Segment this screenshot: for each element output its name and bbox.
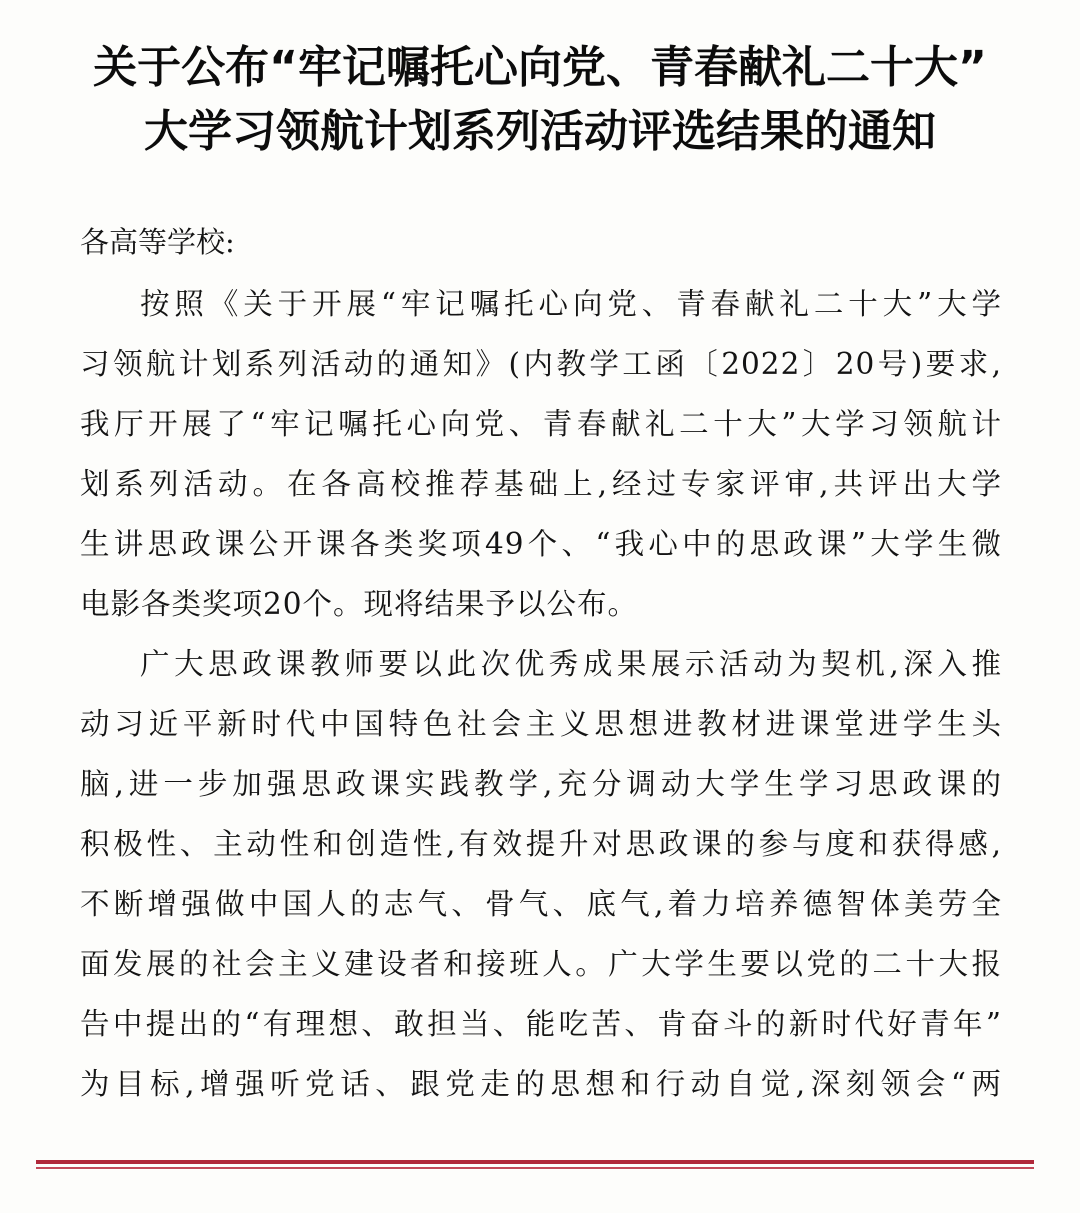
- salutation: 各高等学校:: [80, 225, 235, 259]
- paragraph-1-line-3: 我厅开展了“牢记嘱托心向党、青春献礼二十大”大学习领航计: [80, 407, 1002, 441]
- paragraph-2-line-1: 广大思政课教师要以此次优秀成果展示活动为契机,深入推: [140, 647, 1002, 681]
- paragraph-2-line-4: 积极性、主动性和创造性,有效提升对思政课的参与度和获得感,: [80, 827, 1002, 861]
- footer-rule-thick: [36, 1160, 1034, 1164]
- paragraph-2-line-8: 为目标,增强听党话、跟党走的思想和行动自觉,深刻领会“两: [80, 1067, 1002, 1101]
- paragraph-1-line-6: 电影各类奖项20个。现将结果予以公布。: [80, 587, 639, 621]
- document-title-line-2: 大学习领航计划系列活动评选结果的通知: [144, 106, 936, 157]
- paragraph-1-line-5: 生讲思政课公开课各类奖项49个、“我心中的思政课”大学生微: [80, 527, 1002, 561]
- paragraph-1-line-1: 按照《关于开展“牢记嘱托心向党、青春献礼二十大”大学: [140, 287, 1002, 321]
- paragraph-1-line-4: 划系列活动。在各高校推荐基础上,经过专家评审,共评出大学: [80, 467, 1002, 501]
- paragraph-2-line-3: 脑,进一步加强思政课实践教学,充分调动大学生学习思政课的: [80, 767, 1002, 801]
- document-title-line-1: 关于公布“牢记嘱托心向党、青春献礼二十大”: [93, 42, 987, 93]
- paragraph-2-line-5: 不断增强做中国人的志气、骨气、底气,着力培养德智体美劳全: [80, 887, 1002, 921]
- footer-rule-thin: [36, 1167, 1034, 1169]
- paragraph-2-line-2: 动习近平新时代中国特色社会主义思想进教材进课堂进学生头: [80, 707, 1002, 741]
- paragraph-2-line-7: 告中提出的“有理想、敢担当、能吃苦、肯奋斗的新时代好青年”: [80, 1007, 1002, 1041]
- paragraph-1-line-2: 习领航计划系列活动的通知》(内教学工函〔2022〕20号)要求,: [80, 347, 1002, 381]
- paragraph-2-line-6: 面发展的社会主义建设者和接班人。广大学生要以党的二十大报: [80, 947, 1002, 981]
